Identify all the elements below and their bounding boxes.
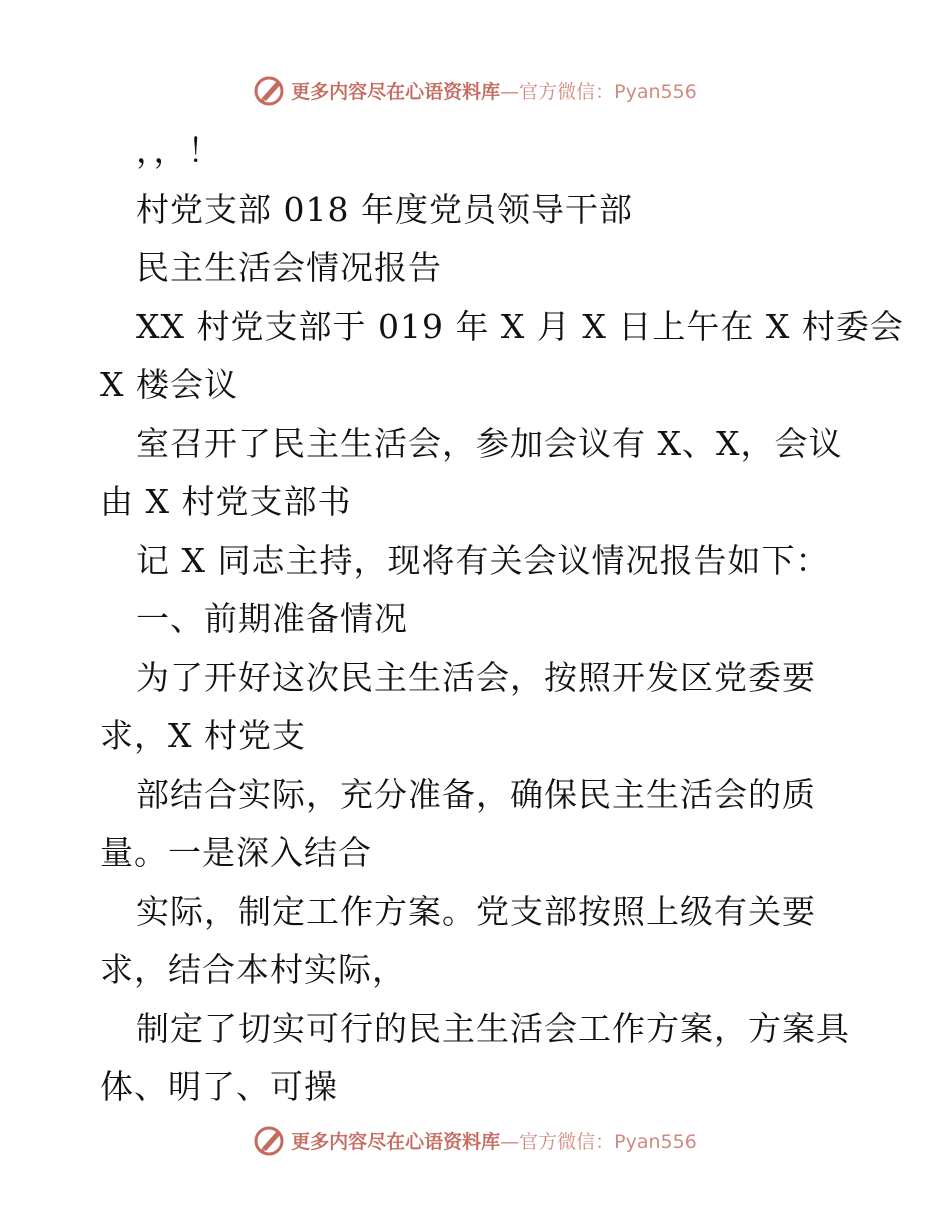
text-line: 民主生活会情况报告 (136, 248, 442, 287)
text-line: 记 X 同志主持，现将有关会议情况报告如下： (136, 540, 830, 580)
text-line: X 楼会议 (100, 365, 238, 404)
watermark-sub-text: —官方微信：Pyan556 (500, 1130, 697, 1153)
text-line: 由 X 村党支部书 (100, 482, 352, 521)
text-line: 部结合实际，充分准备，确保民主生活会的质 (136, 774, 816, 814)
text-line: 体、明了、可操 (100, 1067, 338, 1106)
text-line: 村党支部 018 年度党员领导干部 (136, 189, 633, 229)
text-line: 制定了切实可行的民主生活会工作方案，方案具 (136, 1008, 850, 1048)
footer-watermark (0, 1120, 950, 1160)
pen-logo-icon (253, 73, 287, 107)
document-body (100, 122, 904, 1117)
watermark-main-text: 更多内容尽在心语资料库 (291, 80, 501, 103)
header-watermark (0, 70, 950, 110)
text-line: 为了开好这次民主生活会，按照开发区党委要 (136, 657, 816, 697)
text-line: ，，！ (136, 131, 222, 170)
watermark-sub-text: —官方微信：Pyan556 (500, 80, 697, 103)
text-line: 求，结合本村实际， (100, 950, 406, 989)
text-line: 量。一是深入结合 (100, 833, 372, 872)
text-line: 室召开了民主生活会，参加会议有 X、X，会议 (136, 423, 843, 463)
text-line: XX 村党支部于 019 年 X 月 X 日上午在 X 村委会 (136, 306, 904, 346)
watermark-main-text: 更多内容尽在心语资料库 (291, 1130, 501, 1153)
section-heading: 一、前期准备情况 (136, 599, 408, 638)
text-line: 实际，制定工作方案。党支部按照上级有关要 (136, 891, 816, 931)
pen-logo-icon (253, 1123, 287, 1157)
text-line: 求，X 村党支 (100, 716, 306, 755)
